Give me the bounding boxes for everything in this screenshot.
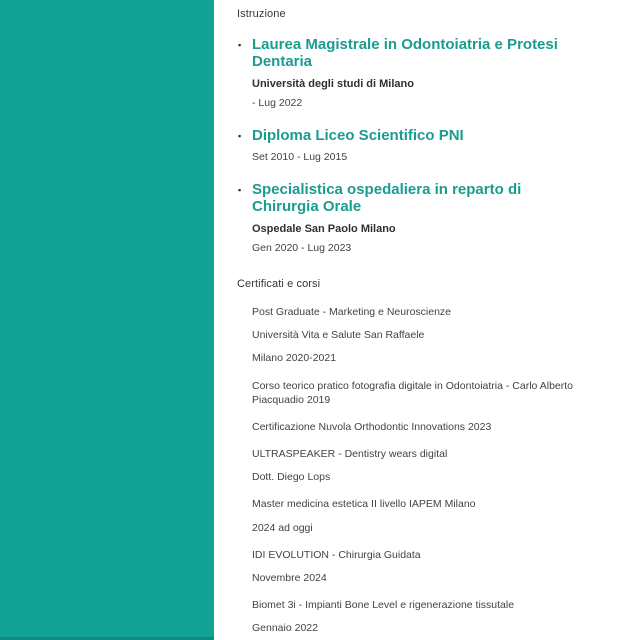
education-item-org: Ospedale San Paolo Milano [252, 222, 396, 235]
education-item [238, 37, 626, 109]
certificate-line: Milano 2020-2021 [252, 352, 337, 365]
education-item-body [252, 182, 626, 254]
certificate-line: Master medicina estetica II livello IAPEM Milano [252, 498, 476, 511]
education-item-period: Gen 2020 - Lug 2023 [252, 241, 352, 254]
certificate-group [252, 598, 626, 635]
education-list [237, 37, 626, 254]
certificate-group [252, 420, 626, 434]
education-item [238, 182, 626, 254]
education-item-title: Diploma Liceo Scientifico PNI [252, 126, 464, 144]
education-section-label: Istruzione [237, 8, 286, 20]
certificate-line: Gennaio 2022 [252, 622, 318, 635]
certificate-group [252, 379, 626, 407]
certificates-section-label: Certificati e corsi [237, 277, 321, 290]
bullet-icon: ▪ [238, 130, 242, 141]
sidebar-panel [0, 0, 214, 640]
certificate-group [252, 548, 626, 585]
certificate-line: Certificazione Nuvola Orthodontic Innovations 2023 [252, 420, 492, 433]
education-item-period: - Lug 2022 [252, 96, 303, 109]
education-item-period: Set 2010 - Lug 2015 [252, 151, 348, 164]
education-item-body [252, 128, 626, 164]
certificate-line: Università Vita e Salute San Raffaele [252, 329, 425, 342]
certificate-group [252, 305, 626, 366]
certificate-line: Novembre 2024 [252, 571, 327, 584]
certificate-line: Post Graduate - Marketing e Neuroscienze [252, 305, 452, 318]
bullet-icon: ▪ [238, 40, 242, 50]
main-content [214, 0, 640, 640]
certificate-group [252, 447, 626, 484]
education-item-title: Laurea Magistrale in Odontoiatria e Protesi Dentaria [252, 36, 558, 70]
certificate-group [252, 497, 626, 534]
education-item [238, 128, 626, 164]
certificates-list [237, 305, 626, 635]
certificate-line: Biomet 3i - Impianti Bone Level e rigenerazione tissutale [252, 599, 515, 612]
certificate-line: Dott. Diego Lops [252, 471, 331, 484]
education-item-title: Specialistica ospedaliera in reparto di Chirurgia Orale [252, 181, 522, 216]
certificate-line: IDI EVOLUTION - Chirurgia Guidata [252, 548, 421, 561]
education-item-org: Università degli studi di Milano [252, 77, 414, 90]
certificate-line: 2024 ad oggi [252, 521, 313, 534]
certificate-line: Corso teorico pratico fotografia digitale in Odontoiatria - Carlo Alberto Piacquadio 2019 [252, 379, 573, 406]
education-item-body [252, 37, 626, 109]
bullet-icon: ▪ [238, 185, 242, 196]
certificate-line: ULTRASPEAKER - Dentistry wears digital [252, 448, 448, 461]
